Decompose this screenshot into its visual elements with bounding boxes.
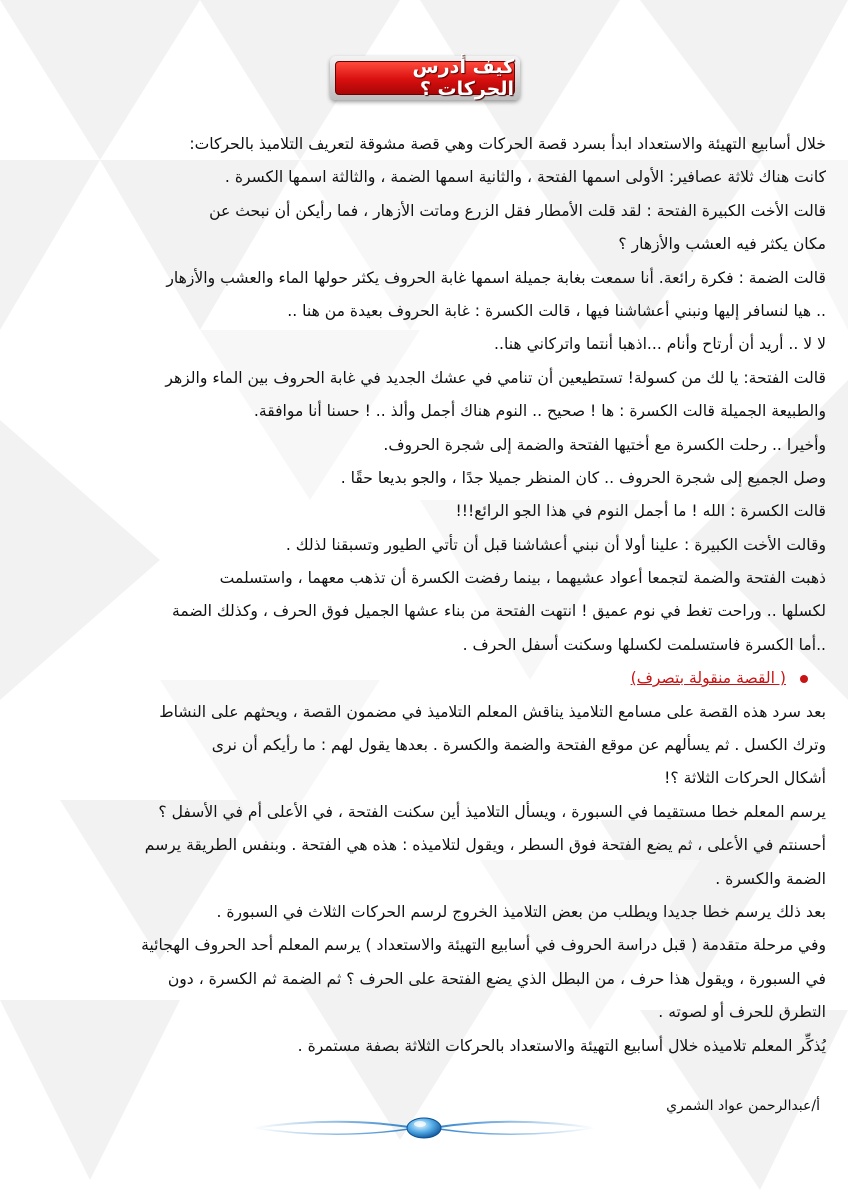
activity-line: أشكال الحركات الثلاثة ؟! bbox=[664, 769, 826, 788]
story-line: قالت الفتحة: يا لك من كسولة! تستطيعين أن تنامي في عشك الجديد في غابة الحروف بين الماء والزهر bbox=[165, 368, 826, 387]
story-line: لكسلها .. وراحت تغط في نوم عميق ! انتهت الفتحة من بناء عشها الجميل فوق الحرف ، وكذلك الضمة bbox=[171, 602, 826, 621]
author-signature: أ/عبدالرحمن عواد الشمري bbox=[666, 1098, 820, 1114]
story-line: .. هيا لنسافر إليها ونبني أعشاشنا فيها ، قالت الكسرة : غابة الحروف بعيدة من هنا .. bbox=[287, 301, 826, 320]
story-line: مكان يكثر فيه العشب والأزهار ؟ bbox=[618, 235, 826, 254]
story-line: قالت الكسرة : الله ! ما أجمل النوم في هذا الجو الرائع!!! bbox=[455, 502, 826, 521]
activity-line: أحسنتم في الأعلى ، ثم يضع الفتحة فوق السطر ، ويقول لتلاميذه : هذه هي الفتحة . وبنفس الطريقة يرسم bbox=[144, 836, 826, 855]
story-line: وصل الجميع إلى شجرة الحروف .. كان المنظر جميلا جدًا ، والجو بديعا حقًا . bbox=[340, 468, 826, 487]
story-line: ..أما الكسرة فاستسلمت لكسلها وسكنت أسفل الحرف . bbox=[462, 635, 826, 654]
source-note-text: ( القصة منقولة بتصرف) bbox=[630, 669, 786, 688]
story-line: ذهبت الفتحة والضمة لتجمعا أعواد عشيهما ، بينما رفضت الكسرة أن تذهب معهما ، واستسلمت bbox=[219, 569, 826, 588]
bullet-dot-icon bbox=[800, 675, 808, 683]
activity-line: بعد سرد هذه القصة على مسامع التلاميذ يناقش المعلم التلاميذ في مضمون القصة ، ويحثهم على النشاط bbox=[159, 702, 826, 721]
activity-line: وفي مرحلة متقدمة ( قبل دراسة الحروف في أسابيع التهيئة والاستعداد ) يرسم المعلم أحد الحروف الهجائية bbox=[141, 936, 826, 955]
activity-line: الضمة والكسرة . bbox=[715, 869, 826, 888]
decorative-divider-icon bbox=[244, 1108, 604, 1148]
story-line: قالت الضمة : فكرة رائعة. أنا سمعت بغابة جميلة اسمها غابة الحروف يكثر حولها الماء والعشب والأزهار bbox=[166, 268, 826, 287]
activity-line: بعد ذلك يرسم خطا جديدا ويطلب من بعض التلاميذ الخروج لرسم الحركات الثلاث في السبورة . bbox=[216, 902, 826, 921]
story-line: وأخيرا .. رحلت الكسرة مع أختيها الفتحة والضمة إلى شجرة الحروف. bbox=[383, 435, 826, 454]
story-line: قالت الأخت الكبيرة الفتحة : لقد قلت الأمطار فقل الزرع وماتت الأزهار ، فما رأيكن أن نبحث عن bbox=[209, 201, 826, 220]
story-line: خلال أسابيع التهيئة والاستعداد ابدأ بسرد قصة الحركات وهي قصة مشوقة لتعريف التلاميذ بالحركات: bbox=[189, 135, 826, 153]
source-note bbox=[30, 662, 826, 695]
activity-line: في السبورة ، ويقول هذا حرف ، من البطل الذي يضع الفتحة على الحرف ؟ ثم الضمة ثم الكسرة ، دون bbox=[167, 969, 826, 988]
page-title: كيف أدرس الحركات ؟ bbox=[335, 61, 515, 95]
activity-line: وترك الكسل . ثم يسألهم عن موقع الفتحة والضمة والكسرة . بعدها يقول لهم : ما رأيكم أن نرى bbox=[211, 736, 826, 755]
story-line: والطبيعة الجميلة قالت الكسرة : ها ! صحيح .. النوم هناك أجمل وألذ .. ! حسنا أنا موافقة. bbox=[253, 402, 826, 421]
activity-line: يُذكِّر المعلم تلاميذه خلال أسابيع التهيئة والاستعداد بالحركات الثلاثة بصفة مستمرة . bbox=[297, 1036, 826, 1055]
document-body bbox=[30, 128, 826, 1063]
title-banner bbox=[330, 56, 520, 100]
story-line: وقالت الأخت الكبيرة : علينا أولا أن نبني أعشاشنا قبل أن تأتي الطيور وتسبقنا لذلك . bbox=[285, 535, 826, 554]
story-line: كانت هناك ثلاثة عصافير: الأولى اسمها الفتحة ، والثانية اسمها الضمة ، والثالثة اسمها الكسرة . bbox=[224, 168, 826, 187]
story-line: لا لا .. أريد أن أرتاح وأنام ...اذهبا أنتما واتركاني هنا.. bbox=[494, 335, 826, 354]
activity-line: التطرق للحرف أو لصوته . bbox=[658, 1003, 826, 1022]
activity-line: يرسم المعلم خطا مستقيما في السبورة ، ويسأل التلاميذ أين سكنت الفتحة ، في الأعلى أم في الأسفل ؟ bbox=[158, 802, 826, 821]
